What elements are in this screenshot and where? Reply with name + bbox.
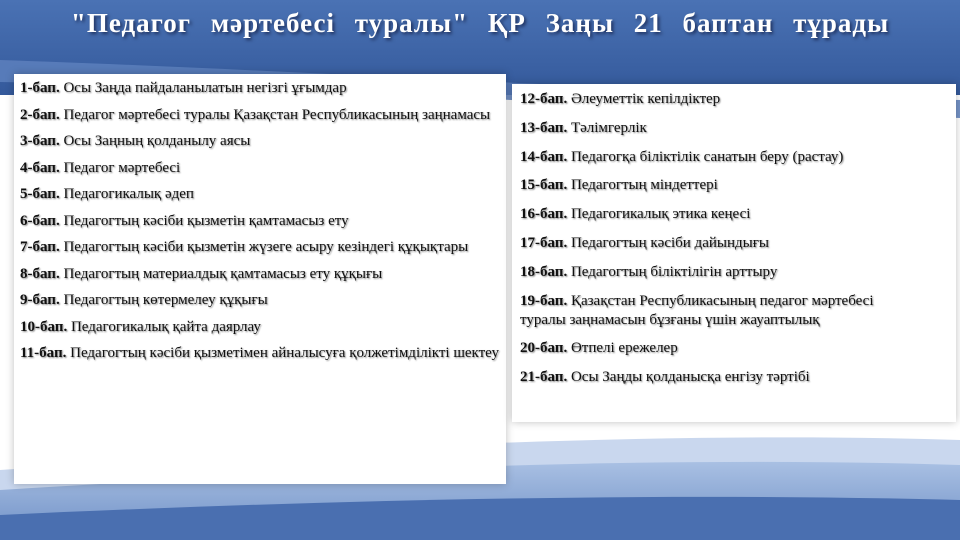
article-item <box>520 119 950 138</box>
article-number: 5-бап. <box>20 186 60 202</box>
article-title: Педагогтың көтермелеу құқығы <box>63 292 268 308</box>
article-title: Қазақстан Республикасының педагог мәртебесі туралы заңнамасын бұзғаны үшін жауаптылық <box>520 292 874 328</box>
article-item <box>20 344 500 362</box>
article-title: Тәлімгерлік <box>570 119 647 136</box>
slide-title: "Педагог мәртебесі туралы" ҚР Заңы 21 баптан тұрады <box>70 8 890 38</box>
article-item <box>520 339 950 358</box>
article-item <box>520 205 950 224</box>
article-number: 12-бап. <box>520 91 568 107</box>
article-item <box>20 291 500 309</box>
article-title: Осы Заңның қолданылу аясы <box>63 133 251 149</box>
article-number: 6-бап. <box>20 212 60 229</box>
left-article-panel <box>14 74 506 484</box>
article-title: Педагог мәртебесі туралы Қазақстан Республикасының заңнамасы <box>63 106 491 123</box>
article-item <box>20 318 500 336</box>
article-title: Әлеуметтік кепілдіктер <box>570 91 721 107</box>
article-item <box>20 106 500 124</box>
article-item <box>520 148 950 167</box>
article-number: 4-бап. <box>20 159 60 176</box>
article-number: 3-бап. <box>20 133 60 149</box>
article-item <box>20 185 500 203</box>
article-number: 21-бап. <box>520 369 568 386</box>
article-number: 13-бап. <box>520 119 568 136</box>
article-number: 19-бап. <box>520 292 568 309</box>
article-item <box>20 238 500 256</box>
article-title: Педагог мәртебесі <box>63 159 181 176</box>
article-title: Педагогтың міндеттері <box>570 177 718 194</box>
article-number: 16-бап. <box>520 206 568 223</box>
article-item <box>520 234 950 253</box>
right-article-panel <box>512 84 956 422</box>
article-item <box>20 159 500 177</box>
article-title: Педагогтың кәсіби қызметімен айналысуға қолжетімділікті шектеу <box>70 345 499 361</box>
article-title: Педагогтың біліктілігін арттыру <box>570 263 778 280</box>
article-title: Педагогикалық қайта даярлау <box>70 318 261 335</box>
article-number: 20-бап. <box>520 340 568 357</box>
article-title: Педагогикалық этика кеңесі <box>570 206 751 223</box>
article-number: 7-бап. <box>20 239 60 255</box>
article-item <box>520 90 950 109</box>
article-number: 18-бап. <box>520 263 568 280</box>
article-number: 2-бап. <box>20 106 60 123</box>
article-item <box>520 292 950 330</box>
article-title: Педагогтың кәсіби дайындығы <box>570 234 769 251</box>
article-item <box>20 212 500 230</box>
article-number: 10-бап. <box>20 318 68 335</box>
article-item <box>520 263 950 282</box>
article-title: Педагогтың кәсіби қызметін жүзеге асыру кезіндегі құқықтары <box>63 239 469 255</box>
article-number: 1-бап. <box>20 80 60 96</box>
left-article-list <box>14 74 506 362</box>
article-item <box>520 176 950 195</box>
article-number: 8-бап. <box>20 265 60 282</box>
article-number: 14-бап. <box>520 148 568 165</box>
article-item <box>20 132 500 150</box>
article-title: Осы Заңда пайдаланылатын негізгі ұғымдар <box>63 80 347 96</box>
article-title: Осы Заңды қолданысқа енгізу тәртібі <box>570 369 810 386</box>
article-number: 9-бап. <box>20 292 60 308</box>
article-title: Өтпелі ережелер <box>570 340 678 357</box>
article-number: 17-бап. <box>520 234 568 251</box>
article-title: Педагогикалық әдеп <box>63 186 194 202</box>
article-title: Педагогқа біліктілік санатын беру (растау) <box>570 148 844 165</box>
article-item <box>20 265 500 283</box>
article-title: Педагогтың материалдық қамтамасыз ету құқығы <box>63 265 383 282</box>
right-article-list <box>512 84 956 387</box>
article-title: Педагогтың кәсіби қызметін қамтамасыз ету <box>63 212 349 229</box>
article-item <box>520 368 950 387</box>
article-number: 11-бап. <box>20 345 67 361</box>
article-item <box>20 79 500 97</box>
article-number: 15-бап. <box>520 177 568 194</box>
